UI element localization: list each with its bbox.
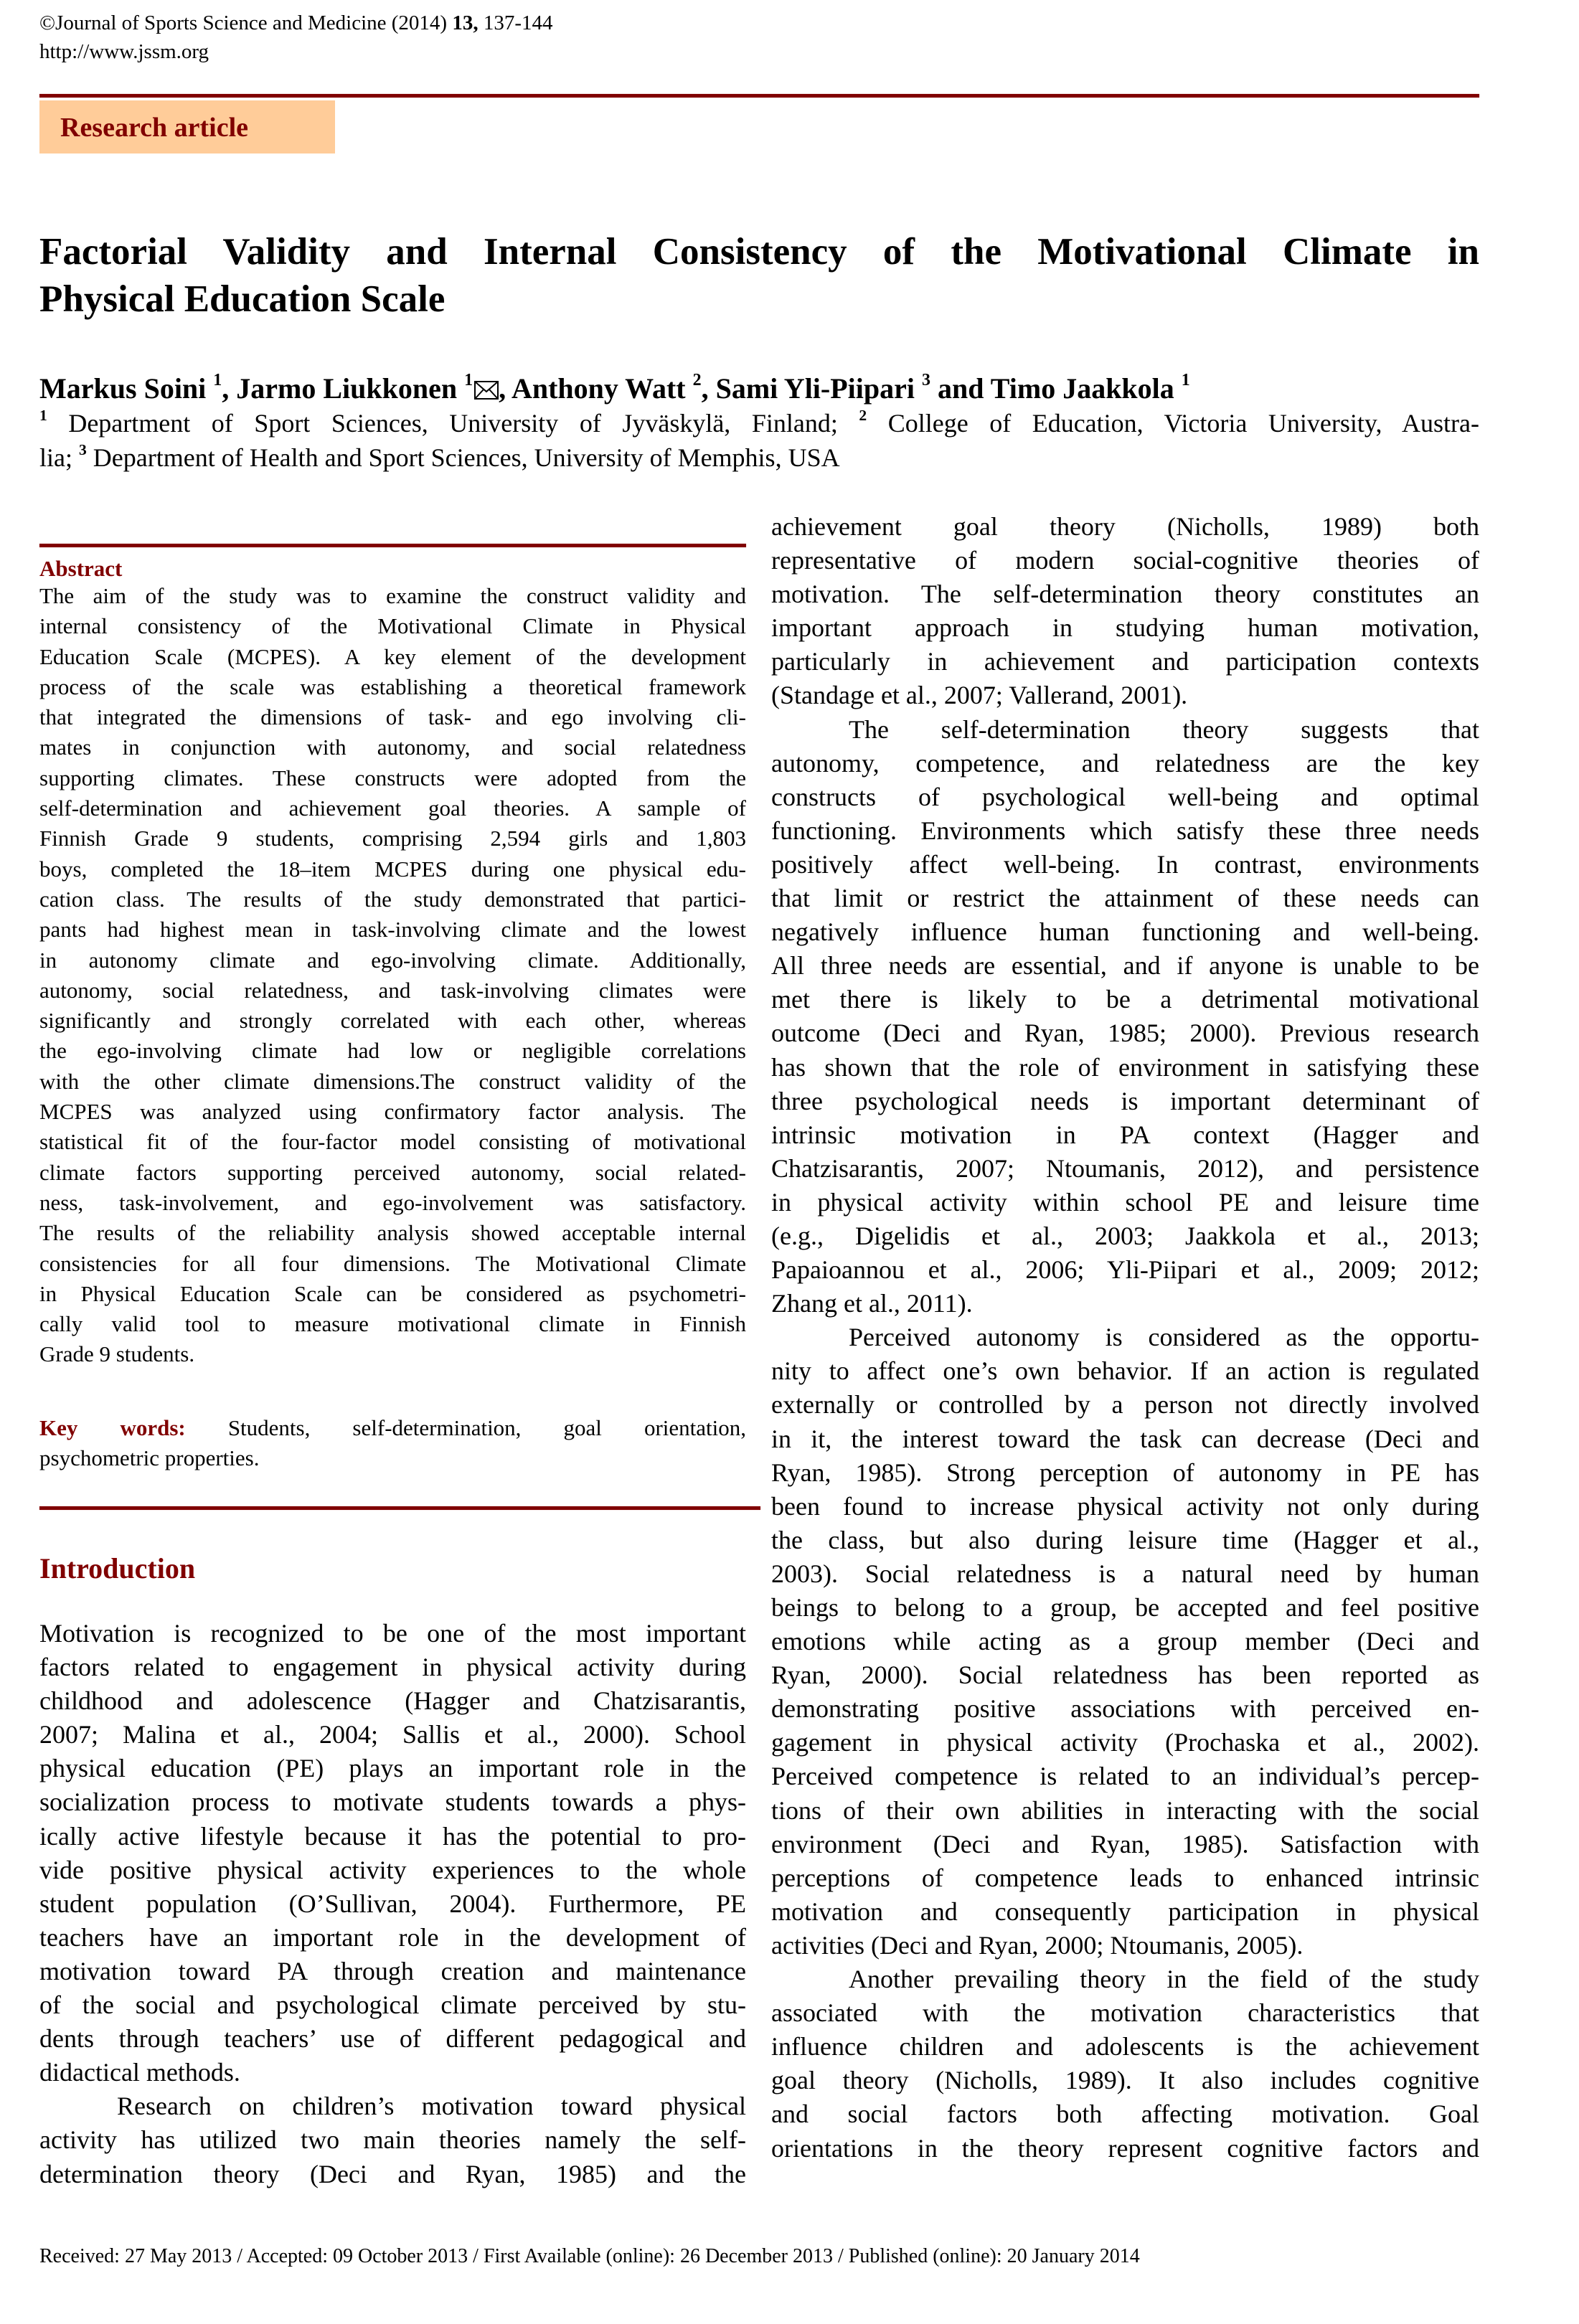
paragraph-line: gagement in physical activity (Prochaska et al., 2002). xyxy=(771,1728,1479,1757)
keywords-label: Key words: xyxy=(39,1415,186,1440)
paragraph-line: in it, the interest toward the task can decrease (Deci and xyxy=(771,1424,1479,1453)
title-line-2: Physical Education Scale xyxy=(39,278,446,320)
abstract-line: cation class. The results of the study demonstrated that partici- xyxy=(39,886,746,912)
paragraph-line: autonomy, competence, and relatedness are the key xyxy=(771,748,1479,778)
paragraph-line: Perceived competence is related to an individual’s percep- xyxy=(771,1762,1479,1791)
abstract-line: The results of the reliability analysis showed acceptable internal xyxy=(39,1220,746,1246)
journal-pages: 137-144 xyxy=(478,11,553,34)
abstract-line: climate factors supporting perceived autonomy, social related- xyxy=(39,1159,746,1185)
abstract-line: MCPES was analyzed using confirmatory factor analysis. The xyxy=(39,1099,746,1125)
abstract-top-rule xyxy=(39,544,746,547)
author: Sami Yli-Piipari $^3$ and xyxy=(715,371,991,405)
paragraph-line: associated with the motivation characteristics that xyxy=(771,1998,1479,2028)
paragraph-line: externally or controlled by a person not directly involved xyxy=(771,1390,1479,1420)
author: Markus Soini $^1$, xyxy=(39,371,237,405)
paragraph-line: vide positive physical activity experiences to the whole xyxy=(39,1855,746,1884)
paragraph-line: (Standage et al., 2007; Vallerand, 2001). xyxy=(771,681,1188,710)
paragraph-line: has shown that the role of environment in satisfying these xyxy=(771,1052,1479,1082)
paragraph-line: activity has utilized two main theories namely the self- xyxy=(39,2125,746,2155)
paragraph-line: beings to belong to a group, be accepted and feel positive xyxy=(771,1593,1479,1622)
keywords-line-1: Key words: Students, self-determination, goal orientation, xyxy=(39,1415,746,1440)
paragraph-line: environment (Deci and Ryan, 1985). Satisfaction with xyxy=(771,1829,1479,1858)
author-list xyxy=(39,372,1190,406)
abstract-line: process of the scale was establishing a theoretical framework xyxy=(39,674,746,699)
abstract-line: Finnish Grade 9 students, comprising 2,594 girls and 1,803 xyxy=(39,826,746,851)
journal-citation xyxy=(39,9,553,37)
paragraph-line: of the social and psychological climate perceived by stu- xyxy=(39,1990,746,2020)
paragraph-line: important approach in studying human motivation, xyxy=(771,613,1479,643)
paragraph-line: influence children and adolescents is the achievement xyxy=(771,2032,1479,2061)
abstract-line: in Physical Education Scale can be considered as psychometri- xyxy=(39,1280,746,1306)
abstract-line: that integrated the dimensions of task- and ego involving cli- xyxy=(39,704,746,730)
abstract-line: supporting climates. These constructs were adopted from the xyxy=(39,765,746,790)
paragraph-line: goal theory (Nicholls, 1989). It also includes cognitive xyxy=(771,2066,1479,2095)
abstract-line: Education Scale (MCPES). A key element of the development xyxy=(39,643,746,669)
paragraph-line: motivation and consequently participation in physical xyxy=(771,1896,1479,1926)
journal-volume: 13, xyxy=(452,11,479,34)
paragraph-line: socialization process to motivate students towards a phys- xyxy=(39,1787,746,1817)
paragraph-line: Research on children’s motivation toward physical xyxy=(117,2092,746,2121)
abstract-line: autonomy, social relatedness, and task-involving climates were xyxy=(39,977,746,1003)
paragraph-line: Ryan, 1985). Strong perception of autonomy in PE has xyxy=(771,1458,1479,1487)
abstract-line: consistencies for all four dimensions. The Motivational Climate xyxy=(39,1250,746,1276)
abstract-body xyxy=(39,581,746,1370)
article-type-label: Research article xyxy=(60,113,249,143)
paper-title xyxy=(39,228,1479,323)
author: Anthony Watt $^2$, xyxy=(511,371,716,405)
paragraph-line: representative of modern social-cognitive theories of xyxy=(771,546,1479,575)
paragraph-line: determination theory (Deci and Ryan, 1985) and the xyxy=(39,2159,746,2188)
author: Jarmo Liukkonen $^1$ , xyxy=(236,371,512,405)
paragraph-line: dents through teachers’ use of different pedagogical and xyxy=(39,2024,746,2054)
abstract-line: internal consistency of the Motivational Climate in Physical xyxy=(39,613,746,639)
abstract-line: with the other climate dimensions.The construct validity of the xyxy=(39,1068,746,1094)
paragraph-line: positively affect well-being. In contrast, environments xyxy=(771,849,1479,879)
paragraph-line: didactical methods. xyxy=(39,2058,240,2087)
paragraph-line: activities (Deci and Ryan, 2000; Ntoumanis, 2005). xyxy=(771,1930,1304,1960)
introduction-heading: Introduction xyxy=(39,1552,196,1584)
envelope-icon[interactable] xyxy=(474,373,499,392)
paragraph-line: negatively influence human functioning and well-being. xyxy=(771,917,1479,947)
paragraph-line: tions of their own abilities in interacting with the social xyxy=(771,1795,1479,1825)
introduction-left-column xyxy=(39,1617,746,2191)
paragraph-line: met there is likely to be a detrimental motivational xyxy=(771,985,1479,1014)
abstract-line: significantly and strongly correlated with each other, whereas xyxy=(39,1008,746,1034)
paragraph-line: 2007; Malina et al., 2004; Sallis et al., 2000). School xyxy=(39,1720,746,1749)
paragraph-line: 2003). Social relatedness is a natural need by human xyxy=(771,1559,1479,1588)
journal-url[interactable]: http://www.jssm.org xyxy=(39,40,209,63)
affiliation-line-1: $^1$ Department of Sport Sciences, University of Jyväskylä, Finland; $^2$ College of Education, Victoria University, Austra- xyxy=(39,406,1480,438)
title-line-1: Factorial Validity and Internal Consistency of the Motivational Climate in xyxy=(39,231,1479,273)
abstract-line: cally valid tool to measure motivational climate in Finnish xyxy=(39,1311,746,1337)
paragraph-line: constructs of psychological well-being and optimal xyxy=(771,782,1479,811)
affiliations xyxy=(39,406,1479,475)
journal-name: ©Journal of Sports Science and Medicine (2014) xyxy=(39,11,453,34)
paragraph-line: physical education (PE) plays an important role in the xyxy=(39,1754,746,1783)
author: Timo Jaakkola $^1$ xyxy=(990,371,1190,405)
paragraph-line: three psychological needs is important determinant of xyxy=(771,1086,1479,1115)
paragraph-line: All three needs are essential, and if anyone is unable to be xyxy=(771,951,1479,981)
paragraph-line: Motivation is recognized to be one of the most important xyxy=(39,1619,746,1648)
paragraph-line: factors related to engagement in physical activity during xyxy=(39,1653,746,1682)
header-rule xyxy=(39,94,1479,98)
paragraph-line: Ryan, 2000). Social relatedness has been reported as xyxy=(771,1661,1479,1690)
paragraph-line: student population (O’Sullivan, 2004). Furthermore, PE xyxy=(39,1889,746,1918)
abstract-bottom-rule xyxy=(39,1506,760,1510)
paragraph-line: and social factors both affecting motivation. Goal xyxy=(771,2099,1479,2129)
abstract-line: pants had highest mean in task-involving climate and the lowest xyxy=(39,917,746,943)
paragraph-line: functioning. Environments which satisfy these three needs xyxy=(771,816,1479,845)
abstract-line: boys, completed the 18–item MCPES during one physical edu- xyxy=(39,856,746,882)
abstract-line: The aim of the study was to examine the construct validity and xyxy=(39,583,746,608)
paragraph-line: perceptions of competence leads to enhanced intrinsic xyxy=(771,1863,1479,1892)
abstract-line: statistical fit of the four-factor model consisting of motivational xyxy=(39,1129,746,1155)
abstract-line: Grade 9 students. xyxy=(39,1341,195,1367)
abstract-heading: Abstract xyxy=(39,556,123,581)
paragraph-line: Another prevailing theory in the field of the study xyxy=(849,1965,1479,1994)
paragraph-line: The self-determination theory suggests that xyxy=(849,714,1479,744)
paragraph-line: in physical activity within school PE and leisure time xyxy=(771,1187,1479,1217)
paragraph-line: the class, but also during leisure time (Hagger et al., xyxy=(771,1525,1479,1554)
abstract-line: ness, task-involvement, and ego-involvement was satisfactory. xyxy=(39,1189,746,1215)
keywords-line-2: psychometric properties. xyxy=(39,1445,260,1471)
paragraph-line: been found to increase physical activity not only during xyxy=(771,1491,1479,1521)
paragraph-line: motivation. The self-determination theory constitutes an xyxy=(771,580,1479,609)
paragraph-line: Papaioannou et al., 2006; Yli-Piipari et al., 2009; 2012; xyxy=(771,1255,1479,1285)
paragraph-line: ically active lifestyle because it has the potential to pro- xyxy=(39,1821,746,1851)
article-type-badge xyxy=(39,100,335,153)
paragraph-line: that limit or restrict the attainment of these needs can xyxy=(771,884,1479,913)
keywords xyxy=(39,1413,746,1474)
paragraph-line: motivation toward PA through creation and maintenance xyxy=(39,1956,746,1985)
paragraph-line: teachers have an important role in the development of xyxy=(39,1922,746,1952)
paragraph-line: nity to affect one’s own behavior. If an action is regulated xyxy=(771,1356,1479,1386)
paragraph-line: orientations in the theory represent cognitive factors and xyxy=(771,2133,1479,2163)
abstract-line: mates in conjunction with autonomy, and social relatedness xyxy=(39,734,746,760)
paragraph-line: (e.g., Digelidis et al., 2003; Jaakkola et al., 2013; xyxy=(771,1221,1479,1250)
abstract-line: self-determination and achievement goal theories. A sample of xyxy=(39,795,746,821)
paragraph-line: emotions while acting as a group member (Deci and xyxy=(771,1627,1479,1656)
paragraph-line: outcome (Deci and Ryan, 1985; 2000). Previous research xyxy=(771,1019,1479,1048)
paragraph-line: Zhang et al., 2011). xyxy=(771,1289,973,1318)
paragraph-line: Chatzisarantis, 2007; Ntoumanis, 2012), and persistence xyxy=(771,1153,1479,1183)
paragraph-line: childhood and adolescence (Hagger and Chatzisarantis, xyxy=(39,1686,746,1716)
paragraph-line: particularly in achievement and participation contexts xyxy=(771,647,1479,676)
abstract-line: in autonomy climate and ego-involving climate. Additionally, xyxy=(39,947,746,973)
paragraph-line: achievement goal theory (Nicholls, 1989) both xyxy=(771,512,1479,541)
paragraph-line: demonstrating positive associations with perceived en- xyxy=(771,1694,1479,1724)
paragraph-line: Perceived autonomy is considered as the opportu- xyxy=(849,1323,1479,1352)
affiliation-line-2: lia; $^3$ Department of Health and Sport Sciences, University of Memphis, USA xyxy=(39,440,840,472)
introduction-right-column xyxy=(771,510,1479,2165)
publication-dates: Received: 27 May 2013 / Accepted: 09 October 2013 / First Available (online): 26 December 2013 / Published (online): 20 January 2014 xyxy=(39,2245,1140,2267)
abstract-line: the ego-involving climate had low or negligible correlations xyxy=(39,1038,746,1064)
paragraph-line: intrinsic motivation in PA context (Hagger and xyxy=(771,1120,1479,1149)
